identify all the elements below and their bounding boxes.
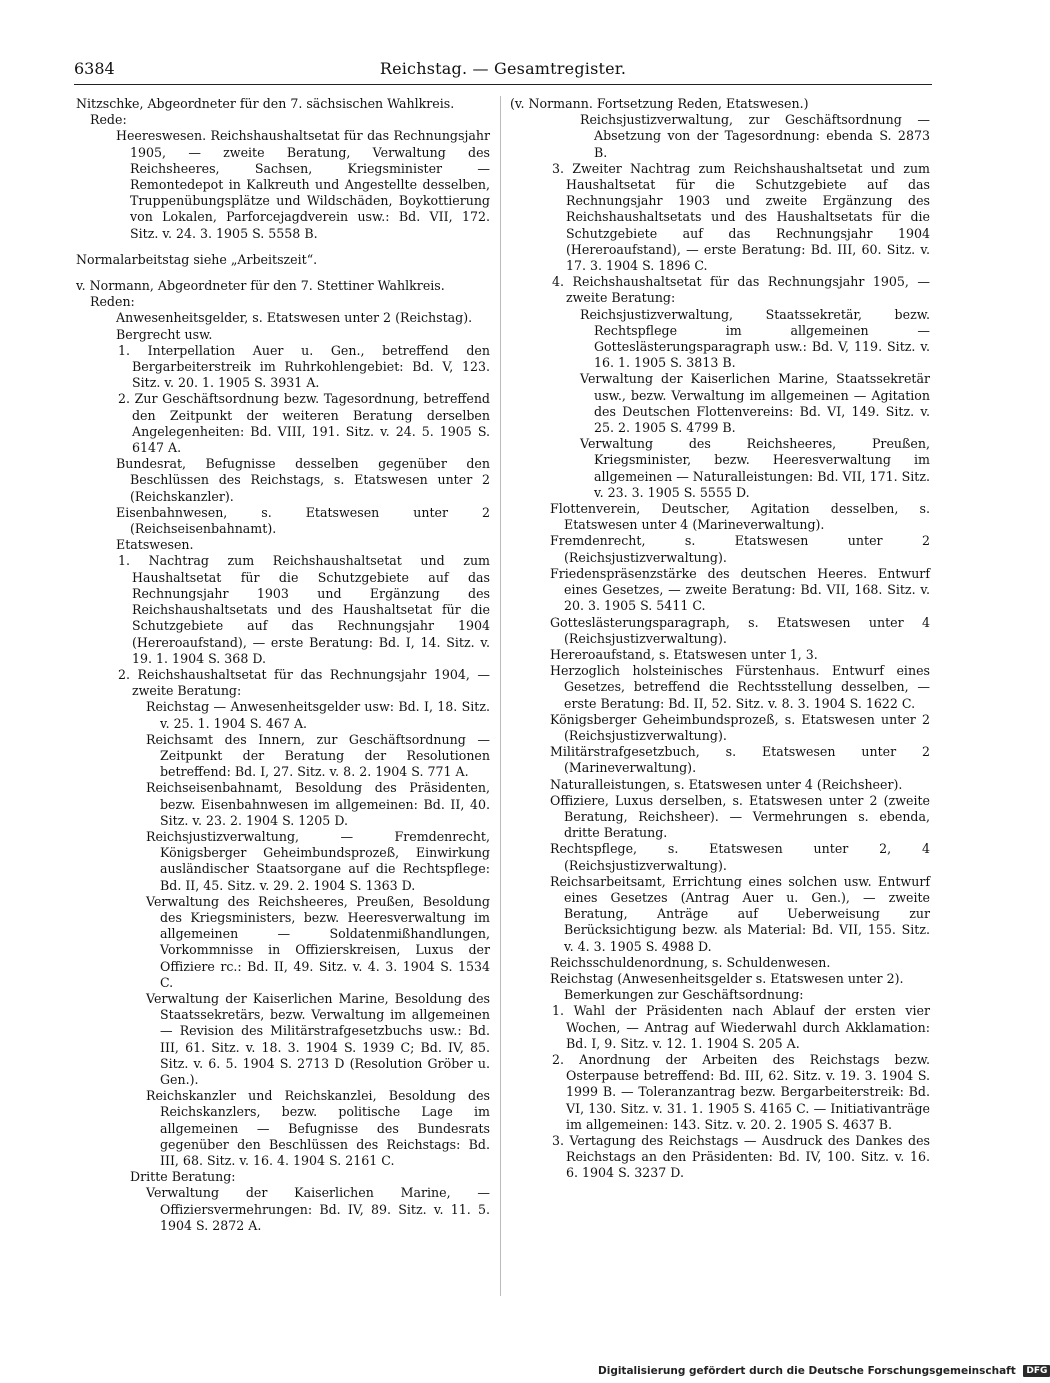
dritte-beratung-marine: Verwaltung der Kaiserlichen Marine, — Offiziersvermehrungen: Bd. IV, 89. Sitz. v. 11. 5. 1904 S. 2872 A. xyxy=(146,1185,490,1233)
entry-fremdenrecht: Fremdenrecht, s. Etatswesen unter 2 (Reichsjustizverwaltung). xyxy=(550,533,930,565)
entry-friedenspraesenz: Friedenspräsenzstärke des deutschen Heeres. Entwurf eines Gesetzes, — zweite Beratung: Bd. VII, 168. Sitz. v. 20. 3. 1905 S. 5411 C. xyxy=(550,565,930,614)
etatswesen-2-reichsheer: Verwaltung des Reichsheeres, Preußen, Besoldung des Kriegsministers, bezw. Heeresverwaltung im allgemeinen — Soldatenmißhandlungen, Vorkommnisse in Offizierskreisen, Luxus der Offiziere rc.: Bd. II, 49. Sitz. v. 4. 3. 1904 S. 1534 C. xyxy=(146,893,490,990)
etatswesen-2-reichstag: Reichstag — Anwesenheitsgelder usw: Bd. I, 18. Sitz. v. 25. 1. 1904 S. 467 A. xyxy=(146,699,490,731)
etatswesen-item-2: 2. Reichshaushaltsetat für das Rechnungsjahr 1904, — zweite Beratung: xyxy=(118,666,490,699)
etatswesen-item-4: 4. Reichshaushaltsetat für das Rechnungsjahr 1905, — zweite Beratung: xyxy=(552,274,930,306)
running-head: Reichstag. — Gesamtregister. xyxy=(379,59,627,78)
etatswesen-item-3: 3. Zweiter Nachtrag zum Reichshaushaltsetat und zum Haushaltsetat für die Schutzgebiete auf das Rechnungsjahr 1903 und zweite Ergänzung des Reichshaushaltsetats und des Haushaltsetats für die Schutzgebiete auf das Rechnungsjahr 1904 (Hereroaufstand), — erste Beratung: Bd. III, 60. Sitz. v. 17. 3. 1904 S. 1896 C. xyxy=(552,160,930,274)
entry-etatswesen: Etatswesen. xyxy=(116,537,194,553)
column-divider xyxy=(500,96,501,1296)
etatswesen-2-reichsamt-innern: Reichsamt des Innern, zur Geschäftsordnung — Zeitpunkt der Beratung der Resolutionen betreffend: Bd. I, 27. Sitz. v. 8. 2. 1904 S. 771 A. xyxy=(146,731,490,780)
entry-anwesenheitsgelder: Anwesenheitsgelder, s. Etatswesen unter 2 (Reichstag). xyxy=(116,310,473,326)
bergrecht-item-1: 1. Interpellation Auer u. Gen., betreffend den Bergarbeiterstreik im Ruhrkohlengebiet: Bd. V, 123. Sitz. v. 20. 1. 1905 S. 3931 A. xyxy=(118,342,490,391)
bemerkungen-label: Bemerkungen zur Geschäftsordnung: xyxy=(564,987,804,1003)
continued-reichsjustiz: Reichsjustizverwaltung, zur Geschäftsordnung — Absetzung von der Tagesordnung: ebenda S. 2873 B. xyxy=(580,112,930,160)
bemerkungen-item-2: 2. Anordnung der Arbeiten des Reichstags bezw. Osterpause betreffend: Bd. III, 62. Sitz. v. 19. 3. 1904 S. 1999 B. — Toleranzantrag bezw. Bergarbeiterstreik: Bd. VI, 130. Sitz. v. 31. 1. 1905 S. 4165 C. — Initiativanträge im allgemeinen: 143. Sitz. v. 20. 2. 1905 S. 4637 B. xyxy=(552,1051,930,1132)
reden-label: Reden: xyxy=(90,294,135,310)
page-number: 6384 xyxy=(74,59,115,78)
etatswesen-item-1: 1. Nachtrag zum Reichshaushaltsetat und zum Haushaltsetat für die Schutzgebiete auf das Rechnungsjahr 1903 und Ergänzung des Reichshaushaltsetats und des Haushaltsetat für die Schutzgebiete auf das Rechnungsjahr 1904 (Hereroaufstand), — erste Beratung: Bd. I, 14. Sitz. v. 19. 1. 1904 S. 368 D. xyxy=(118,553,490,666)
entry-offiziere: Offiziere, Luxus derselben, s. Etatswesen unter 2 (zweite Beratung, Reichsheer). — Vermehrungen s. ebenda, dritte Beratung. xyxy=(550,792,930,841)
entry-militaerstraf: Militärstrafgesetzbuch, s. Etatswesen unter 2 (Marineverwaltung). xyxy=(550,744,930,776)
entry-reichstag: Reichstag (Anwesenheitsgelder s. Etatswesen unter 2). xyxy=(550,970,904,986)
digitization-credit xyxy=(598,1364,1050,1378)
entry-hereroaufstand: Hereroaufstand, s. Etatswesen unter 1, 3. xyxy=(550,646,818,662)
entry-reichsschulden: Reichsschuldenordnung, s. Schuldenwesen. xyxy=(550,954,831,970)
entry-rechtspflege: Rechtspflege, s. Etatswesen unter 2, 4 (Reichsjustizverwaltung). xyxy=(550,841,930,873)
rede-label: Rede: xyxy=(90,112,127,128)
entry-heereswesen: Heereswesen. Reichshaushaltsetat für das Rechnungsjahr 1905, — zweite Beratung, Verwaltung des Reichsheeres, Sachsen, Kriegsminister — Remontedepot in Kalkreuth und Angestellte desselben, Truppenübungsplätze und Wildschäden, Boykottierung von Lokalen, Parforcejagdverein usw.: Bd. VII, 172. Sitz. v. 24. 3. 1905 S. 5558 B. xyxy=(116,128,490,241)
etatswesen-4-reichsheer: Verwaltung des Reichsheeres, Preußen, Kriegsminister, bezw. Heeresverwaltung im allgemeinen — Naturalleistungen: Bd. VII, 171. Sitz. v. 23. 3. 1905 S. 5555 D. xyxy=(580,436,930,500)
entry-reichsarbeitsamt: Reichsarbeitsamt, Errichtung eines solchen usw. Entwurf eines Gesetzes (Antrag Auer u. Gen.), — zweite Beratung, Anträge auf Ueberweisung zur Berücksichtigung bezw. als Material: Bd. VII, 155. Sitz. v. 4. 3. 1905 S. 4988 D. xyxy=(550,873,930,954)
entry-normann-continued: (v. Normann. Fortsetzung Reden, Etatswesen.) xyxy=(510,96,809,111)
dfg-logo: DFG xyxy=(1023,1365,1050,1377)
entry-herzoglich: Herzoglich holsteinisches Fürstenhaus. Entwurf eines Gesetzes, betreffend die Rechtsstellung desselben, — erste Beratung: Bd. II, 52. Sitz. v. 8. 3. 1904 S. 1622 C. xyxy=(550,663,930,711)
entry-normann: v. Normann, Abgeordneter für den 7. Stettiner Wahlkreis. xyxy=(76,278,445,294)
etatswesen-2-reichseisenbahnamt: Reichseisenbahnamt, Besoldung des Präsidenten, bezw. Eisenbahnwesen im allgemeinen: Bd. II, 40. Sitz. v. 23. 2. 1904 S. 1205 D. xyxy=(146,780,490,828)
bemerkungen-item-1: 1. Wahl der Präsidenten nach Ablauf der ersten vier Wochen, — Antrag auf Wiederwahl durch Akklamation: Bd. I, 9. Sitz. v. 12. 1. 1904 S. 205 A. xyxy=(552,1003,930,1051)
right-column xyxy=(510,96,930,1182)
entry-nitzschke: Nitzschke, Abgeordneter für den 7. sächsischen Wahlkreis. xyxy=(76,96,455,111)
entry-gotteslaesterung: Gotteslästerungsparagraph, s. Etatswesen unter 4 (Reichsjustizverwaltung). xyxy=(550,614,930,646)
etatswesen-4-marine: Verwaltung der Kaiserlichen Marine, Staatssekretär usw., bezw. Verwaltung im allgemeinen — Agitation des Deutschen Flottenvereins: Bd. VI, 149. Sitz. v. 25. 2. 1905 S. 4799 B. xyxy=(580,371,930,436)
credit-text: Digitalisierung gefördert durch die Deutsche Forschungsgemeinschaft xyxy=(598,1365,1016,1377)
dritte-beratung-label: Dritte Beratung: xyxy=(130,1169,236,1185)
entry-bundesrat: Bundesrat, Befugnisse desselben gegenüber den Beschlüssen des Reichstags, s. Etatswesen unter 2 (Reichskanzler). xyxy=(116,456,490,504)
entry-koenigsberger: Königsberger Geheimbundsprozeß, s. Etatswesen unter 2 (Reichsjustizverwaltung). xyxy=(550,711,930,743)
left-column xyxy=(76,96,490,1234)
entry-naturalleistungen: Naturalleistungen, s. Etatswesen unter 4 (Reichsheer). xyxy=(550,776,903,792)
page-header xyxy=(74,58,932,86)
etatswesen-4-reichsjustiz: Reichsjustizverwaltung, Staatssekretär, bezw. Rechtspflege im allgemeinen — Gotteslästerungsparagraph usw.: Bd. V, 119. Sitz. v. 16. 1. 1905 S. 3813 B. xyxy=(580,306,930,371)
etatswesen-2-reichskanzler: Reichskanzler und Reichskanzlei, Besoldung des Reichskanzlers, bezw. politische Lage im allgemeinen — Befugnisse des Bundesrats gegenüber den Beschlüssen des Reichstags: Bd. III, 68. Sitz. v. 16. 4. 1904 S. 2161 C. xyxy=(146,1088,490,1168)
etatswesen-2-reichsjustiz: Reichsjustizverwaltung, — Fremdenrecht, Königsberger Geheimbundsprozeß, Einwirkung ausländischer Staatsorgane auf die Rechtspflege: Bd. II, 45. Sitz. v. 29. 2. 1904 S. 1363 D. xyxy=(146,828,490,893)
entry-flottenverein: Flottenverein, Deutscher, Agitation desselben, s. Etatswesen unter 4 (Marineverwaltung). xyxy=(550,501,930,533)
header-rule xyxy=(74,84,932,85)
bemerkungen-item-3: 3. Vertagung des Reichstags — Ausdruck des Dankes des Reichstags an den Präsidenten: Bd. IV, 100. Sitz. v. 16. 6. 1904 S. 3237 D. xyxy=(552,1133,930,1181)
bergrecht-item-2: 2. Zur Geschäftsordnung bezw. Tagesordnung, betreffend den Zeitpunkt der weiteren Beratung derselben Angelegenheiten: Bd. VIII, 191. Sitz. v. 24. 5. 1905 S. 6147 A. xyxy=(118,391,490,456)
etatswesen-2-marine: Verwaltung der Kaiserlichen Marine, Besoldung des Staatssekretärs, bezw. Verwaltung im allgemeinen — Revision des Militärstrafgesetzbuchs usw.: Bd. III, 61. Sitz. v. 18. 3. 1904 S. 1939 C; Bd. IV, 85. Sitz. v. 6. 5. 1904 S. 2713 D (Resolution Gröber u. Gen.). xyxy=(146,990,490,1087)
entry-bergrecht: Bergrecht usw. xyxy=(116,326,213,342)
entry-eisenbahnwesen: Eisenbahnwesen, s. Etatswesen unter 2 (Reichseisenbahnamt). xyxy=(116,504,490,537)
entry-normalarbeitstag: Normalarbeitstag siehe „Arbeitszeit“. xyxy=(76,251,318,267)
